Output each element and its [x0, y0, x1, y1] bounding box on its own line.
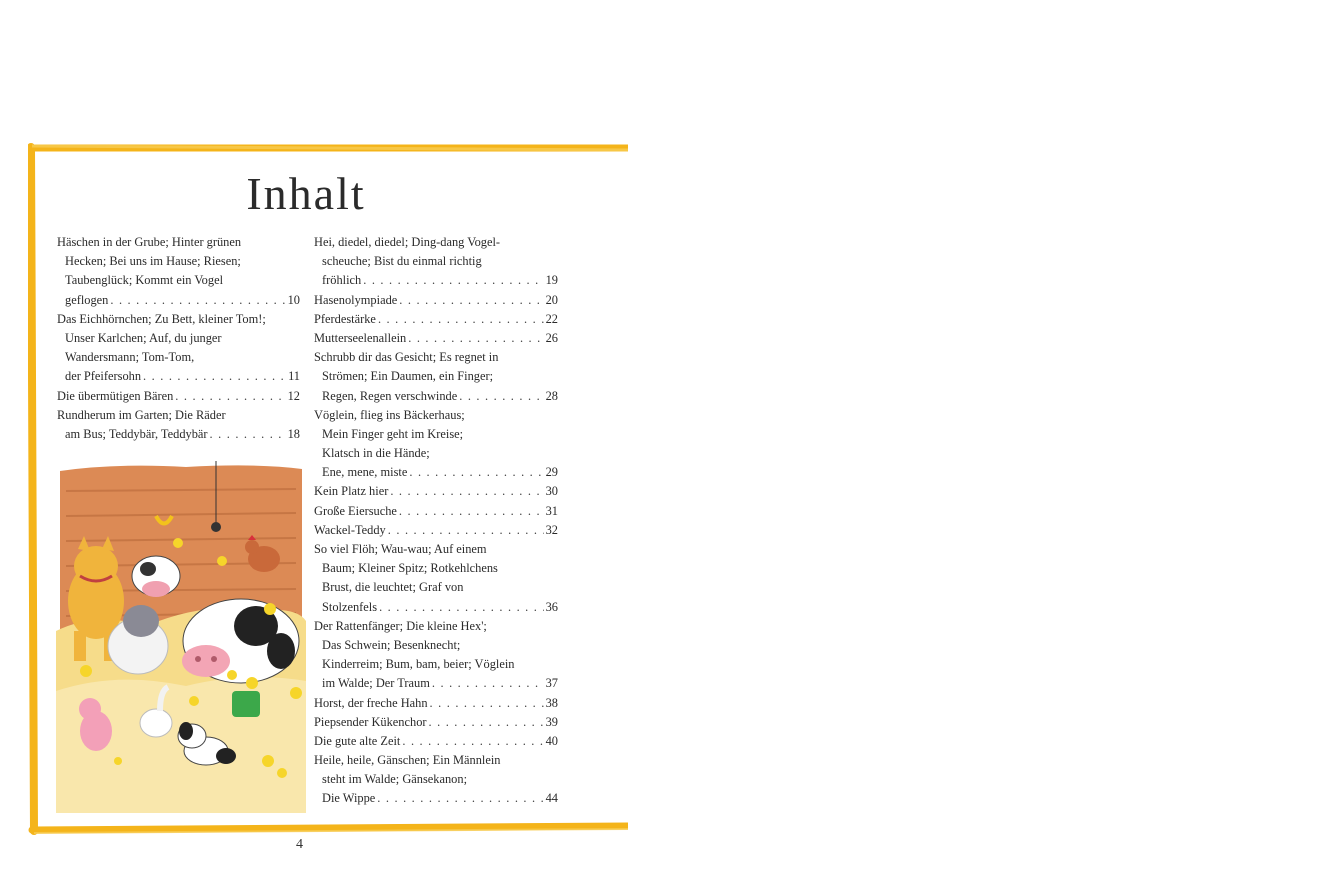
- toc-entry-line: [57, 367, 300, 386]
- toc-entry-text: Rundherum im Garten; Die Räder: [57, 407, 226, 422]
- toc-entry-line: [314, 751, 558, 770]
- toc-entry-text: fröhlich: [322, 273, 362, 288]
- toc-entry-text: Mein Finger geht im Kreise;: [322, 426, 464, 441]
- dot-leader: [379, 598, 544, 617]
- dot-leader: [409, 463, 543, 482]
- toc-entry-text: Wandersmann; Tom-Tom,: [65, 350, 195, 365]
- toc-entry: [314, 732, 558, 751]
- dot-leader: [378, 310, 544, 329]
- toc-entry-text: Große Eiersuche: [314, 503, 397, 518]
- toc-entry-line: [314, 425, 558, 444]
- toc-entry: [314, 694, 558, 713]
- toc-entry-text: Wackel-Teddy: [314, 522, 386, 537]
- toc-entry-text: Heile, heile, Gänschen; Ein Männlein: [314, 753, 501, 768]
- toc-entry-line: [314, 329, 558, 348]
- toc-entry-text: Kinderreim; Bum, bam, beier; Vöglein: [322, 657, 515, 672]
- page-number: 4: [296, 837, 303, 852]
- toc-entry-line: [314, 578, 558, 597]
- toc-entry-line: [314, 598, 558, 617]
- page-title: Inhalt: [246, 168, 366, 219]
- toc-entry-line: [314, 713, 558, 732]
- toc-entry: [314, 521, 558, 540]
- toc-entry-line: [314, 463, 558, 482]
- toc-entry-text: Regen, Regen verschwinde: [322, 388, 458, 403]
- toc-page-number: 39: [545, 714, 558, 729]
- toc-page-number: 11: [288, 369, 300, 384]
- dot-leader: [143, 367, 286, 386]
- toc-entry-text: steht im Walde; Gänsekanon;: [322, 772, 468, 787]
- dot-leader: [390, 482, 543, 501]
- toc-entry-text: Piepsender Kükenchor: [314, 714, 427, 729]
- toc-page-number: 29: [545, 465, 558, 480]
- toc-entry-text: Kein Platz hier: [314, 484, 389, 499]
- toc-entry-text: Unser Karlchen; Auf, du junger: [65, 330, 222, 345]
- toc-entry-text: Brust, die leuchtet; Graf von: [322, 580, 464, 595]
- toc-page-number: 44: [545, 791, 558, 806]
- toc-page-number: 36: [545, 599, 558, 614]
- toc-entry-text: Mutterseelenallein: [314, 330, 407, 345]
- toc-column-left: [57, 233, 300, 444]
- dot-leader: [388, 521, 544, 540]
- toc-entry-line: [314, 770, 558, 789]
- toc-entry-line: [314, 502, 558, 521]
- dot-leader: [175, 387, 285, 406]
- toc-entry-line: [314, 271, 558, 290]
- toc-entry: [314, 348, 558, 406]
- contents-frame: [28, 143, 628, 835]
- toc-entry: [57, 406, 300, 444]
- toc-entry-line: [57, 252, 300, 271]
- toc-entry-line: [314, 291, 558, 310]
- toc-entry-text: Strömen; Ein Daumen, ein Finger;: [322, 369, 494, 384]
- toc-entry: [314, 406, 558, 483]
- toc-column-right: [314, 233, 558, 809]
- toc-entry-line: [314, 521, 558, 540]
- toc-page-number: 18: [287, 426, 300, 441]
- toc-entry-line: [314, 674, 558, 693]
- dot-leader: [432, 674, 544, 693]
- toc-page-number: 28: [545, 388, 558, 403]
- dot-leader: [402, 732, 543, 751]
- toc-page-number: 37: [545, 676, 558, 691]
- toc-entry-text: Klatsch in die Hände;: [322, 446, 430, 461]
- toc-entry: [314, 329, 558, 348]
- dot-leader: [459, 387, 543, 406]
- toc-entry-text: der Pfeifersohn: [65, 369, 142, 384]
- dot-leader: [210, 425, 286, 444]
- toc-page-number: 12: [287, 388, 300, 403]
- toc-entry-line: [314, 559, 558, 578]
- dot-leader: [110, 291, 285, 310]
- farm-animals-illustration: [56, 461, 306, 813]
- toc-entry-text: Das Schwein; Besenknecht;: [322, 637, 461, 652]
- toc-entry-text: Hei, diedel, diedel; Ding-dang Vogel-: [314, 235, 501, 249]
- toc-page-number: 32: [545, 522, 558, 537]
- toc-page-number: 40: [545, 733, 558, 748]
- toc-page-number: 19: [545, 273, 558, 288]
- toc-page-number: 31: [545, 503, 558, 518]
- toc-entry-line: [314, 233, 558, 252]
- toc-entry-line: [314, 617, 558, 636]
- toc-entry-text: scheuche; Bist du einmal richtig: [322, 254, 482, 269]
- toc-entry: [314, 502, 558, 521]
- toc-entry: [314, 291, 558, 310]
- toc-entry-line: [314, 387, 558, 406]
- toc-entry-line: [57, 291, 300, 310]
- toc-entry-line: [57, 271, 300, 290]
- toc-entry-text: Vöglein, flieg ins Bäckerhaus;: [314, 407, 465, 422]
- toc-entry-text: Hecken; Bei uns im Hause; Riesen;: [65, 254, 241, 269]
- toc-entry: [314, 540, 558, 617]
- toc-entry-text: Horst, der freche Hahn: [314, 695, 428, 710]
- toc-page-number: 10: [287, 292, 300, 307]
- toc-entry-text: Das Eichhörnchen; Zu Bett, kleiner Tom!;: [57, 311, 266, 326]
- toc-page-number: 30: [545, 484, 558, 499]
- dot-leader: [399, 502, 544, 521]
- toc-entry-line: [57, 329, 300, 348]
- toc-entry-line: [314, 444, 558, 463]
- toc-entry: [314, 617, 558, 694]
- toc-entry-line: [314, 252, 558, 271]
- toc-entry-text: geflogen: [65, 292, 109, 307]
- toc-entry: [314, 751, 558, 809]
- toc-entry-line: [314, 655, 558, 674]
- toc-entry-line: [314, 348, 558, 367]
- toc-entry-line: [57, 233, 300, 252]
- dot-leader: [430, 694, 544, 713]
- toc-entry-text: am Bus; Teddybär, Teddybär: [65, 426, 208, 441]
- toc-page-number: 20: [545, 292, 558, 307]
- toc-entry-text: Die Wippe: [322, 791, 376, 806]
- toc-entry: [314, 713, 558, 732]
- toc-entry-text: Pferdestärke: [314, 311, 376, 326]
- toc-entry: [57, 310, 300, 387]
- toc-page-number: 22: [545, 311, 558, 326]
- toc-entry-text: Die übermütigen Bären: [57, 388, 174, 403]
- toc-entry-text: Baum; Kleiner Spitz; Rotkehlchens: [322, 561, 498, 576]
- toc-entry: [57, 233, 300, 310]
- toc-entry-line: [314, 310, 558, 329]
- toc-entry-line: [314, 482, 558, 501]
- toc-page-number: 38: [545, 695, 558, 710]
- toc-entry-line: [314, 789, 558, 808]
- toc-entry: [314, 233, 558, 291]
- toc-entry-text: Die gute alte Zeit: [314, 733, 401, 748]
- toc-entry-line: [57, 387, 300, 406]
- toc-entry-text: Schrubb dir das Gesicht; Es regnet in: [314, 350, 499, 365]
- dot-leader: [377, 789, 543, 808]
- toc-entry-text: Stolzenfels: [322, 599, 378, 614]
- toc-entry-line: [314, 406, 558, 425]
- toc-entry-line: [57, 310, 300, 329]
- toc-entry-line: [57, 348, 300, 367]
- dot-leader: [408, 329, 543, 348]
- toc-entry-line: [57, 425, 300, 444]
- toc-page-number: 26: [545, 330, 558, 345]
- toc-entry: [314, 310, 558, 329]
- dot-leader: [363, 271, 543, 290]
- toc-entry-line: [314, 694, 558, 713]
- dot-leader: [429, 713, 544, 732]
- toc-entry-line: [314, 732, 558, 751]
- toc-entry-line: [314, 367, 558, 386]
- dot-leader: [399, 291, 543, 310]
- toc-entry-text: Hasenolympiade: [314, 292, 398, 307]
- toc-entry-text: Taubenglück; Kommt ein Vogel: [65, 273, 224, 288]
- toc-entry-line: [57, 406, 300, 425]
- toc-entry-line: [314, 636, 558, 655]
- toc-entry-text: Häschen in der Grube; Hinter grünen: [57, 235, 242, 249]
- toc-entry-line: [314, 540, 558, 559]
- toc-entry-text: Ene, mene, miste: [322, 465, 408, 480]
- toc-entry: [57, 387, 300, 406]
- toc-entry: [314, 482, 558, 501]
- toc-entry-text: Der Rattenfänger; Die kleine Hex';: [314, 618, 487, 633]
- toc-entry-text: im Walde; Der Traum: [322, 676, 430, 691]
- toc-entry-text: So viel Flöh; Wau-wau; Auf einem: [314, 542, 487, 556]
